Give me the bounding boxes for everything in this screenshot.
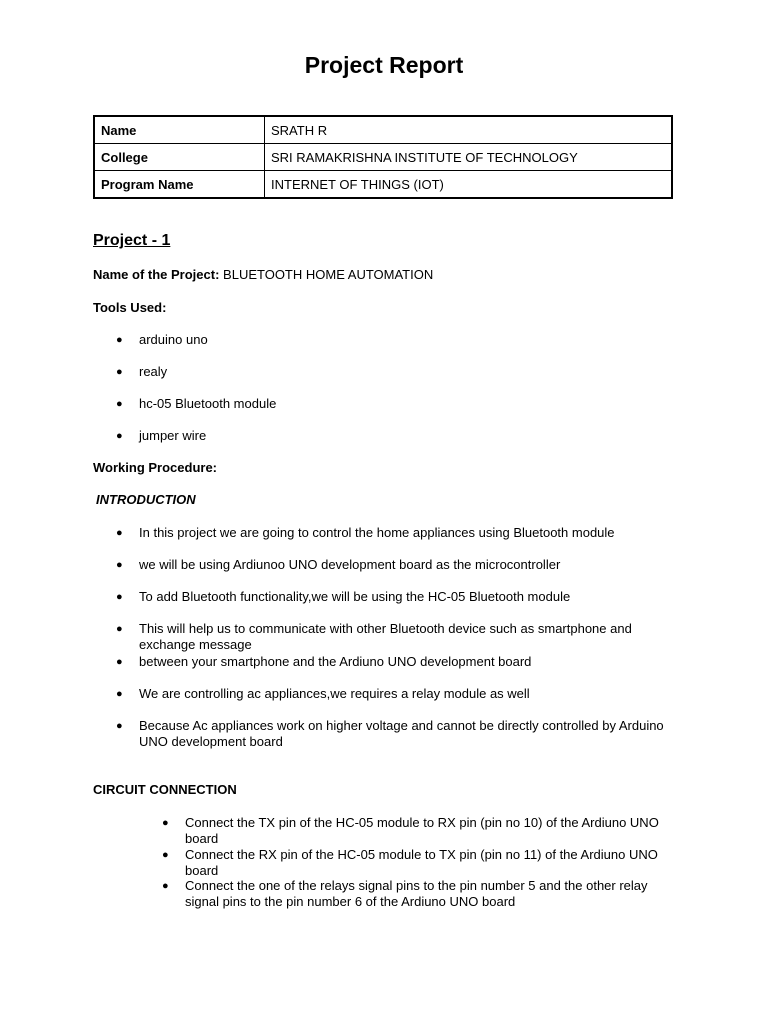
table-value-name: SRATH R [265, 116, 673, 144]
bullet-icon: ● [162, 880, 169, 892]
procedure-heading: Working Procedure: [93, 460, 218, 475]
list-item [116, 718, 676, 750]
bullet-icon: ● [116, 430, 123, 442]
bullet-icon: ● [116, 623, 123, 635]
circuit-point: Connect the TX pin of the HC-05 module to RX pin (pin no 10) of the Ardiuno UNO board [185, 815, 659, 846]
list-item [116, 686, 676, 702]
page-title: Project Report [304, 52, 464, 78]
project-name-label: Name of the Project: [93, 267, 220, 282]
table-label-name: Name [94, 116, 265, 144]
list-item [116, 621, 676, 653]
tool-item: hc-05 Bluetooth module [139, 396, 277, 411]
circuit-heading: CIRCUIT CONNECTION [93, 782, 237, 797]
list-item [162, 847, 662, 879]
bullet-icon: ● [116, 720, 123, 732]
bullet-icon: ● [116, 527, 123, 539]
bullet-icon: ● [116, 656, 123, 668]
list-item [116, 332, 676, 348]
list-item [116, 525, 676, 541]
tool-item: jumper wire [139, 428, 207, 443]
introduction-heading: INTRODUCTION [96, 492, 196, 507]
list-item [162, 878, 662, 910]
info-table [93, 115, 673, 199]
table-value-program: INTERNET OF THINGS (IOT) [265, 171, 673, 199]
tools-heading: Tools Used: [93, 300, 167, 315]
bullet-icon: ● [116, 591, 123, 603]
list-item [116, 654, 676, 670]
intro-point: In this project we are going to control the home appliances using Bluetooth module [139, 525, 615, 540]
table-row [94, 144, 672, 171]
bullet-icon: ● [162, 817, 169, 829]
list-item [116, 589, 676, 605]
project-name-value: BLUETOOTH HOME AUTOMATION [223, 267, 434, 282]
tool-item: arduino uno [139, 332, 208, 347]
intro-point: Because Ac appliances work on higher voltage and cannot be directly controlled by Arduino UNO development board [139, 718, 664, 749]
table-value-college: SRI RAMAKRISHNA INSTITUTE OF TECHNOLOGY [265, 144, 673, 171]
intro-point: between your smartphone and the Ardiuno UNO development board [139, 654, 532, 669]
list-item [116, 428, 676, 444]
bullet-icon: ● [116, 334, 123, 346]
bullet-icon: ● [162, 849, 169, 861]
list-item [162, 815, 662, 847]
circuit-point: Connect the one of the relays signal pins to the pin number 5 and the other relay signal pins to the pin number 6 of the Ardiuno UNO board [185, 878, 648, 909]
list-item [116, 557, 676, 573]
list-item [116, 396, 676, 412]
intro-point: We are controlling ac appliances,we requires a relay module as well [139, 686, 530, 701]
bullet-icon: ● [116, 688, 123, 700]
tool-item: realy [139, 364, 168, 379]
list-item [116, 364, 676, 380]
bullet-icon: ● [116, 366, 123, 378]
bullet-icon: ● [116, 398, 123, 410]
bullet-icon: ● [116, 559, 123, 571]
project-heading: Project - 1 [93, 232, 171, 249]
table-row [94, 116, 672, 144]
circuit-point: Connect the RX pin of the HC-05 module to TX pin (pin no 11) of the Ardiuno UNO board [185, 847, 658, 878]
table-row [94, 171, 672, 199]
table-label-college: College [94, 144, 265, 171]
intro-point: This will help us to communicate with other Bluetooth device such as smartphone and exchange message [139, 621, 632, 652]
intro-point: we will be using Ardiunoo UNO development board as the microcontroller [139, 557, 561, 572]
project-name-line [93, 267, 433, 283]
intro-point: To add Bluetooth functionality,we will be using the HC-05 Bluetooth module [139, 589, 571, 604]
table-label-program: Program Name [94, 171, 265, 199]
